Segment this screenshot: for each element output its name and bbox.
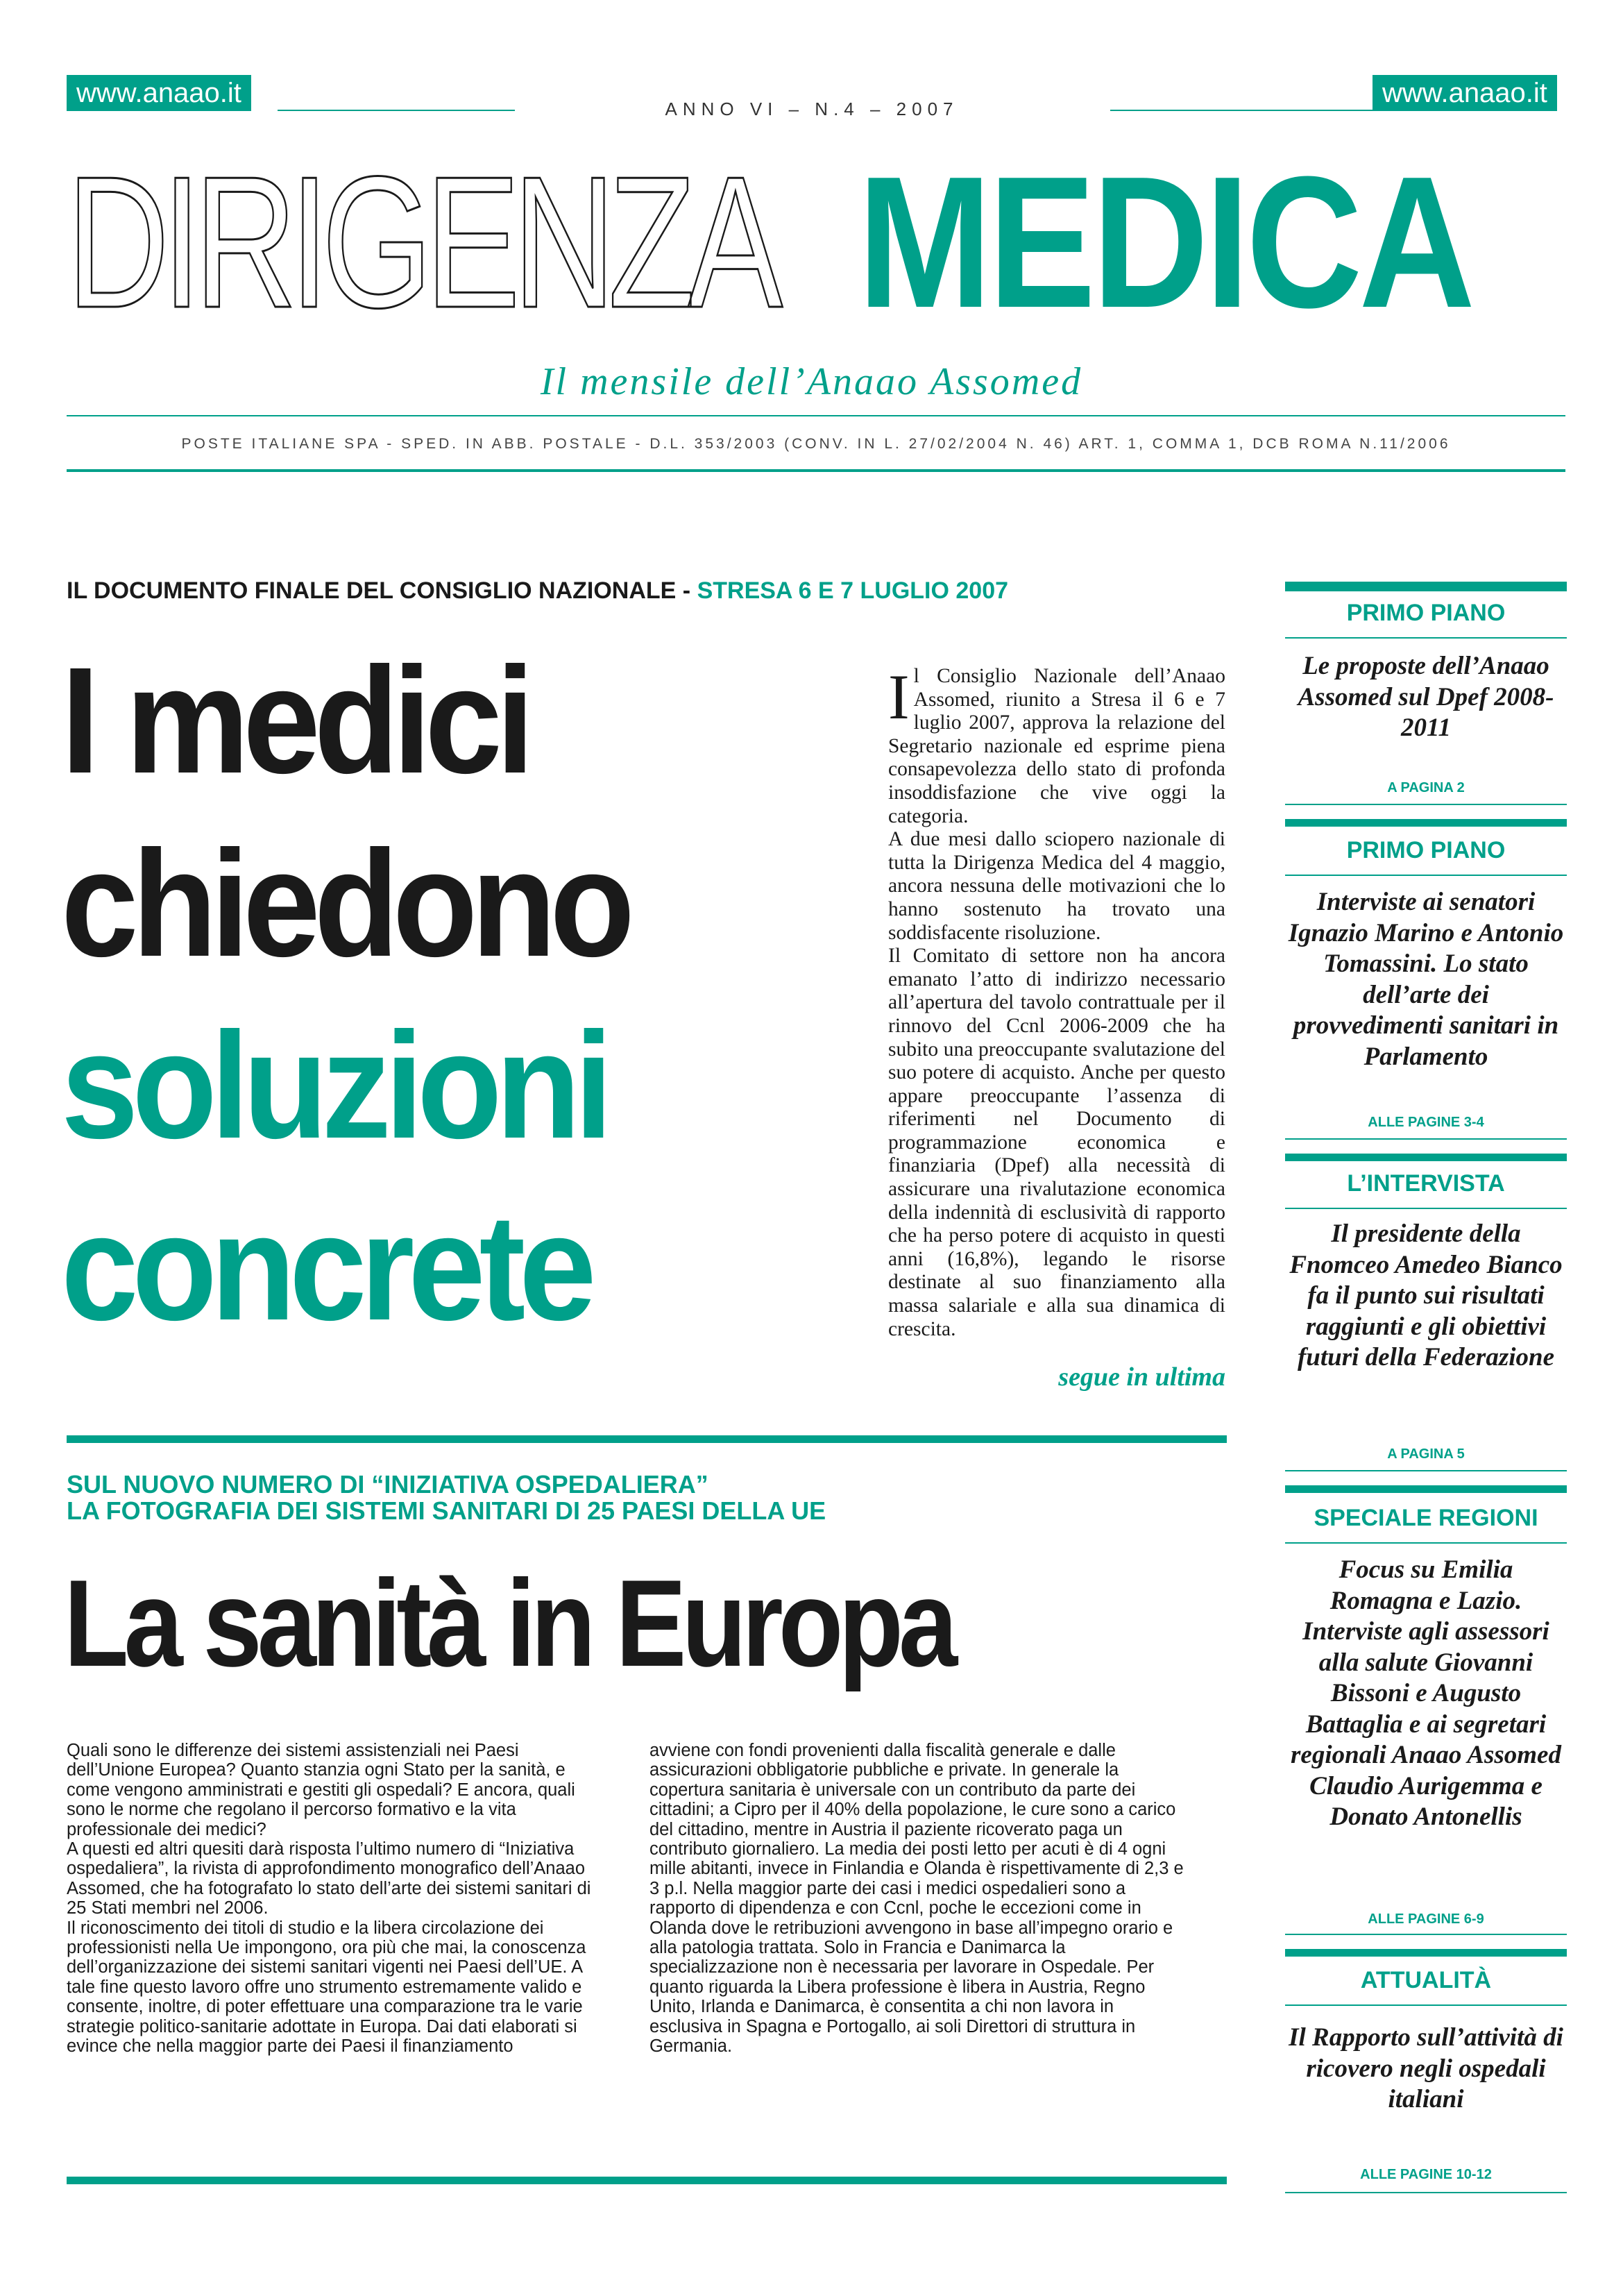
sidebar-page-2[interactable]: ALLE PAGINE 3-4 — [1368, 1115, 1484, 1130]
sidebar-rule-1a — [1285, 637, 1567, 639]
sidebar-section-1: PRIMO PIANO — [1346, 600, 1506, 626]
sidebar-rule-4a — [1285, 1542, 1567, 1544]
sidebar-rule-1b — [1285, 804, 1567, 805]
sidebar-bar-4 — [1285, 1485, 1567, 1493]
second-kicker-line-1: SUL NUOVO NUMERO DI “INIZIATIVA OSPEDALIERA” — [67, 1470, 708, 1499]
sidebar-section-3: L’INTERVISTA — [1347, 1170, 1505, 1197]
masthead-medica: MEDICA — [858, 138, 1472, 347]
masthead-subtitle: Il mensile dell’Anaao Assomed — [540, 360, 1083, 403]
masthead-rule-bottom — [67, 469, 1565, 472]
second-kicker — [67, 1471, 826, 1524]
sidebar-page-4[interactable]: ALLE PAGINE 6-9 — [1368, 1911, 1484, 1927]
sidebar-bar-2 — [1285, 819, 1567, 827]
sidebar-title-2[interactable]: Interviste ai senatori Ignazio Marino e Antonio Tomassini. Lo stato dell’arte dei provvedimenti sanitari in Parlamento — [1288, 888, 1564, 1071]
col1-paragraph-1: Quali sono le differenze dei sistemi assistenziali nei Paesi dell’Unione Europea? Quanto stanzia ogni Stato per la sanità, e come vengono amministrati e gestiti gli ospedali? E ancora, quali sono le norme che regolano il percorso formativo e la vita professionale dei medici? — [67, 1741, 575, 1839]
sidebar-page-3[interactable]: A PAGINA 5 — [1387, 1446, 1465, 1462]
drop-cap: I — [888, 661, 910, 732]
sidebar-title-5[interactable]: Il Rapporto sull’attività di ricovero negli ospedali italiani — [1289, 2023, 1563, 2113]
sidebar-top-bar — [1285, 582, 1567, 591]
postal-info: POSTE ITALIANE SPA - SPED. IN ABB. POSTALE - D.L. 353/2003 (CONV. IN L. 27/02/2004 N. 46) ART. 1, COMMA 1, DCB ROMA N.11/2006 — [181, 436, 1451, 452]
second-article-column-1 — [67, 1741, 601, 2057]
sidebar-rule-4b — [1285, 1934, 1567, 1935]
sidebar-section-2: PRIMO PIANO — [1346, 837, 1506, 863]
sidebar-rule-3b — [1285, 1470, 1567, 1471]
lead-kicker-black: IL DOCUMENTO FINALE DEL CONSIGLIO NAZIONALE - — [67, 577, 691, 604]
lead-article-text — [888, 661, 1225, 1341]
sidebar-title-4[interactable]: Focus su Emilia Romagna e Lazio. Interviste agli assessori alla salute Giovanni Bissoni e Augusto Battaglia e ai segretari regionali Anaao Assomed Claudio Aurigemma e Donato Antonellis — [1291, 1555, 1561, 1831]
sidebar-rule-2a — [1285, 875, 1567, 876]
sidebar-rule-5b — [1285, 2192, 1567, 2193]
col1-paragraph-2: A questi ed altri quesiti darà risposta l’ultimo numero di “Iniziativa ospedaliera”, la rivista di approfondimento monografico dell’Anaao Assomed, che ha fotografato lo stato dell’arte dei sistemi sanitari di 25 Stati membri nel 2006. — [67, 1839, 591, 1918]
sidebar-section-5: ATTUALITÀ — [1360, 1967, 1492, 1993]
sidebar-page-5[interactable]: ALLE PAGINE 10-12 — [1360, 2167, 1492, 2182]
lead-headline-line-2: chiedono — [61, 820, 629, 988]
lead-paragraph-3: Il Comitato di settore non ha ancora emanato l’atto di indirizzo necessario all’apertura del tavolo contrattuale per il rinnovo del Ccnl 2006-2009 che ha subito una preoccupante svalutazione del suo potere di acquisto. Anche per questo appare preoccupante l’assenza di riferimenti nel Documento di programmazione economica e finanziaria (Dpef) alla necessità di assicurare una rivalutazione economica della indennità di esclusività di rapporto che ha perso potere di acquisto in questi anni (16,8%), legando le risorse destinate al suo finanziamento alla massa salariale e alla sua dinamica di crescita. — [888, 945, 1225, 1340]
second-article-column-2 — [649, 1741, 1184, 2057]
sidebar-bar-5 — [1285, 1949, 1567, 1957]
sidebar-bar-3 — [1285, 1154, 1567, 1161]
lead-paragraph-1-text: l Consiglio Nazionale dell’Anaao Assomed, riunito a Stresa il 6 e 7 luglio 2007, approva la relazione del Segretario nazionale ed esprime piena consapevolezza dello stato di profonda insoddisfazione che vive oggi la categoria. — [888, 665, 1225, 827]
sidebar-page-1[interactable]: A PAGINA 2 — [1387, 780, 1465, 795]
lead-kicker — [67, 577, 1008, 605]
col2-paragraph-1: avviene con fondi provenienti dalla fiscalità generale e dalle assicurazioni obbligatorie pubbliche e private. In generale la copertura sanitaria è universale con un contributo da parte dei cittadini; a Cipro per il 40% della popolazione, le cure sono a carico del cittadino, mentre in Austria il paziente ricoverato paga un contributo giornaliero. La media dei posti letto per acuti è di 4 ogni mille abitanti, invece in Finlandia e Olanda è rispettivamente di 2,3 e 3 p.l. Nella maggior parte dei casi i medici ospedalieri sono a rapporto di dipendenza e con Ccnl, poche le eccezioni come in Olanda dove le retribuzioni avvengono in base all’impegno orario e alla patologia trattata. Solo in Francia e Danimarca la specializzazione non è necessaria per lavorare in Ospedale. Per quanto riguarda la Libera professione è libera in Austria, Regno Unito, Irlanda e Danimarca, è consentita a chi non lavora in esclusiva in Spagna e Portogallo, ai soli Direttori di struttura in Germania. — [649, 1741, 1184, 2057]
header-rule-right — [1110, 110, 1373, 111]
masthead — [67, 138, 1565, 347]
sidebar-title-1[interactable]: Le proposte dell’Anaao Assomed sul Dpef 2008-2011 — [1298, 652, 1554, 742]
lead-headline-line-1: I medici — [61, 636, 529, 805]
sidebar-rule-3a — [1285, 1208, 1567, 1209]
website-link-right[interactable]: www.anaao.it — [1373, 75, 1557, 111]
sidebar-rule-5a — [1285, 2004, 1567, 2006]
masthead-dirigenza: DIRIGENZA — [67, 138, 776, 347]
sidebar-rule-2b — [1285, 1138, 1567, 1140]
issue-number: ANNO VI – N.4 – 2007 — [665, 99, 959, 119]
sidebar-section-4: SPECIALE REGIONI — [1314, 1505, 1538, 1531]
second-kicker-line-2: LA FOTOGRAFIA DEI SISTEMI SANITARI DI 25 PAESI DELLA UE — [67, 1496, 826, 1525]
continued-link[interactable]: segue in ultima — [1058, 1362, 1225, 1392]
masthead-rule-top — [67, 415, 1565, 416]
lead-paragraph-2: A due mesi dallo sciopero nazionale di tutta la Dirigenza Medica del 4 maggio, ancora nessuna delle motivazioni che lo hanno sostenuto ha trovato una soddisfacente risoluzione. — [888, 828, 1225, 944]
sidebar-title-3[interactable]: Il presidente della Fnomceo Amedeo Bianco fa il punto sui risultati raggiunti e gli obiettivi futuri della Federazione — [1289, 1219, 1563, 1371]
header-rule-left — [278, 110, 515, 111]
second-headline: La sanità in Europa — [64, 1554, 953, 1692]
lead-paragraph-1 — [888, 661, 1225, 828]
lead-headline-line-3: soluzioni — [61, 1002, 607, 1170]
website-link-left[interactable]: www.anaao.it — [67, 75, 251, 111]
section-divider-1 — [67, 1435, 1227, 1443]
lead-kicker-green: STRESA 6 E 7 LUGLIO 2007 — [697, 577, 1009, 604]
section-divider-2 — [67, 2177, 1227, 2184]
col1-paragraph-3: Il riconoscimento dei titoli di studio e la libera circolazione dei professionisti nella Ue impongono, ora più che mai, la conoscenza dell’organizzazione dei sistemi sanitari vigenti nei Paesi dell’UE. A tale fine questo lavoro offre uno strumento estremamente valido e consente, inoltre, di poter effettuare una comparazione tra le varie strategie politico-sanitarie adottate in Europa. Dai dati elaborati si evince che nella maggior parte dei Paesi il finanziamento — [67, 1918, 586, 2057]
lead-headline-line-4: concrete — [61, 1183, 590, 1352]
